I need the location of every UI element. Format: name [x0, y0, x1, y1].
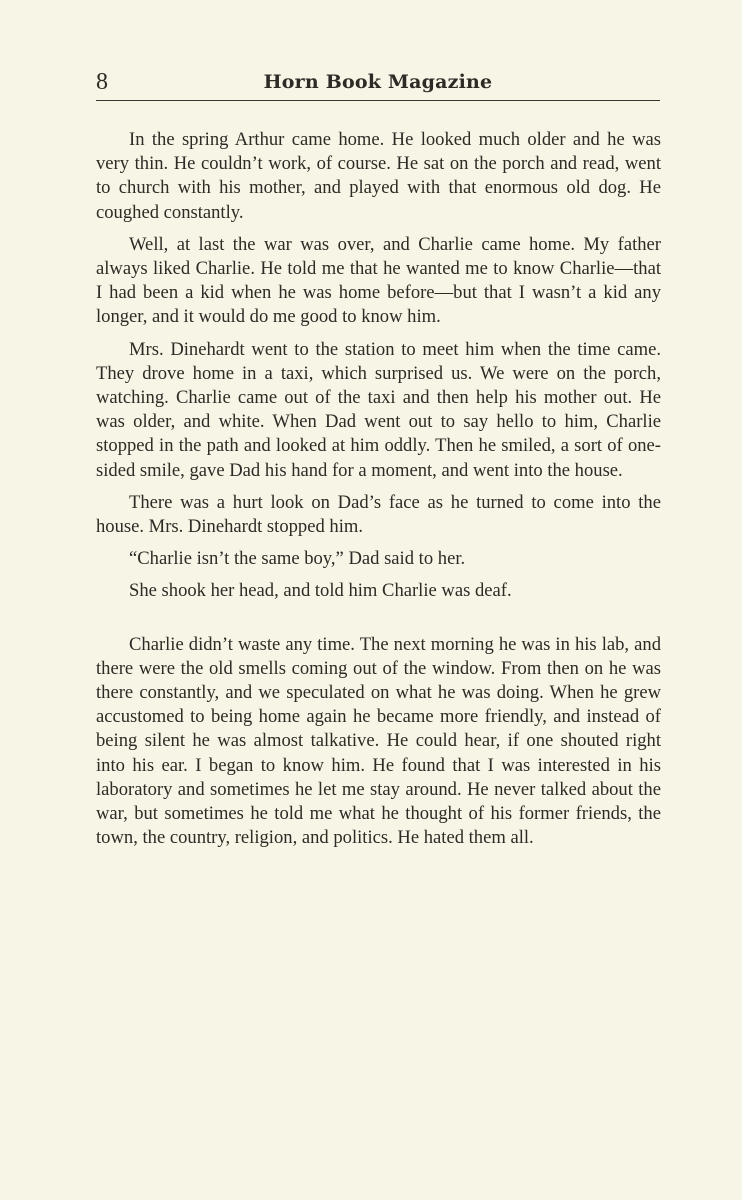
- magazine-title: Horn Book Magazine: [263, 71, 493, 93]
- running-head: [96, 66, 660, 102]
- paragraph: In the spring Arthur came home. He looked much older and he was very thin. He couldn’t work, of course. He sat on the porch and read, went to church with his mother, and played with that enormous old dog. He coughed constantly.: [96, 129, 661, 223]
- body-text: [96, 128, 661, 858]
- paragraph: “Charlie isn’t the same boy,” Dad said to her.: [129, 548, 466, 570]
- paragraph: She shook her head, and told him Charlie was deaf.: [129, 580, 512, 602]
- page-number: 8: [96, 69, 108, 95]
- paragraph: There was a hurt look on Dad’s face as he turned to come into the house. Mrs. Dinehardt stopped him.: [96, 491, 661, 538]
- paragraph: Charlie didn’t waste any time. The next morning he was in his lab, and there were the old smells coming out of the window. From then on he was there constantly, and we speculated on what he was doing. When he grew accustomed to being home again he became more friendly, and instead of being silent he was almost talkative. He could hear, if one shouted right into his ear. I began to know him. He found that I was interested in his laboratory and sometimes he let me stay around. He never talked about the war, but sometimes he told me what he thought of his former friends, the town, the country, religion, and politics. He hated them all.: [96, 633, 661, 849]
- paragraph: Well, at last the war was over, and Charlie came home. My father always liked Charlie. He told me that he wanted me to know Charlie—that I had been a kid when he was home before—but that I wasn’t a kid any longer, and it would do me good to know him.: [96, 233, 661, 328]
- header-rule: [96, 100, 660, 101]
- paragraph: Mrs. Dinehardt went to the station to meet him when the time came. They drove home in a taxi, which surprised us. We were on the porch, watching. Charlie came out of the taxi and then help his mother out. He was older, and white. When Dad went out to say hello to him, Charlie stopped in the path and looked at him oddly. Then he smiled, a sort of one-sided smile, gave Dad his hand for a moment, and went into the house.: [96, 338, 661, 481]
